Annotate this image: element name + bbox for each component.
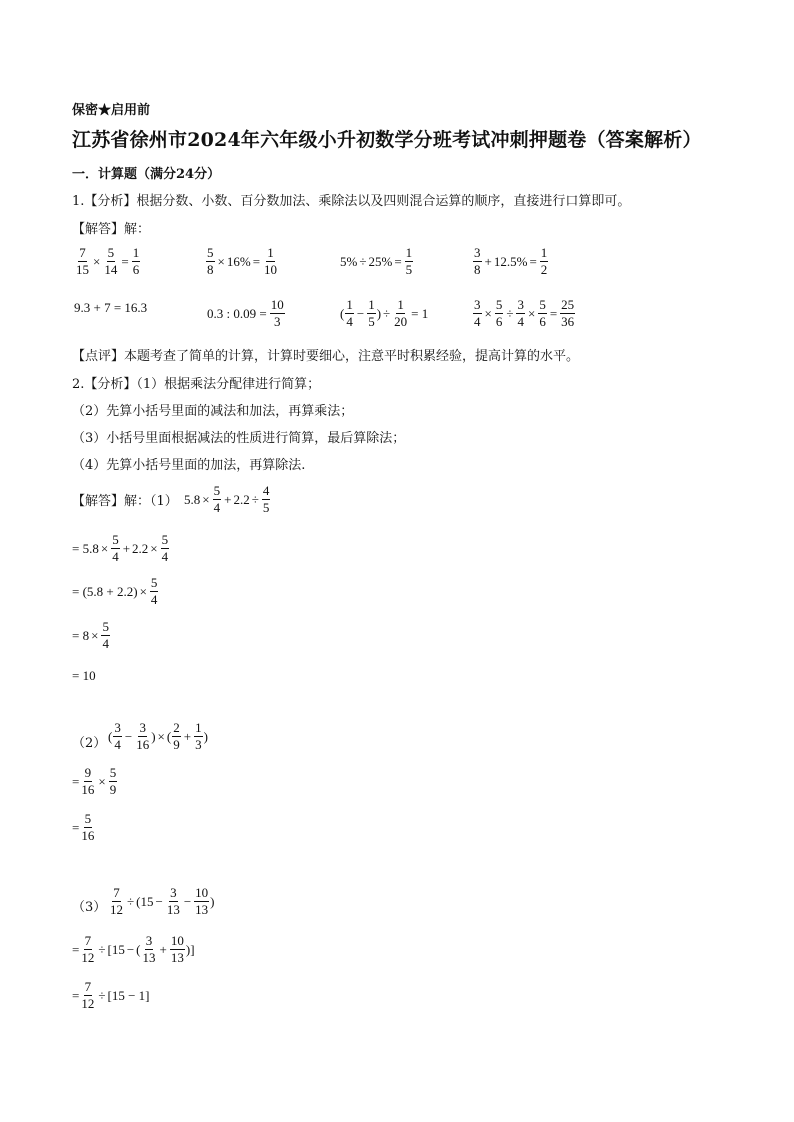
- part3-step1: = $\frac{7}{12}$ ÷ [ 15 − ( $\frac{3}{13}$ + $\frac{10}{13}$ ) ]: [72, 933, 195, 965]
- part2-label: （2）: [72, 736, 107, 751]
- part3-label: （3）: [72, 900, 107, 915]
- q1-comment: 【点评】本题考查了简单的计算，计算时要细心，注意平时积累经验，提高计算的水平。: [72, 349, 580, 364]
- equation-6: 0.3 : 0.09 = $\frac{10}{3}$: [207, 297, 284, 329]
- q2-analysis-line3: （3）小括号里面根据减法的性质进行简算，最后算除法；: [72, 431, 406, 446]
- part1-step1: = 5.8 × $\frac{5}{4}$ + 2.2 × $\frac{5}{4}$: [72, 532, 169, 564]
- equation-2: $\frac{5}{8}$ × 16% = $\frac{1}{10}$: [207, 245, 278, 277]
- part1-expression: 5.8 × $\frac{5}{4}$ + 2.2 ÷ $\frac{4}{5}$: [184, 483, 270, 515]
- part1-result: = 10: [72, 668, 96, 683]
- equation-7: ( $\frac{1}{4}$ − $\frac{1}{5}$ ) ÷ $\frac{1}{20}$ = 1: [340, 297, 429, 329]
- confidential-label: 保密★启用前: [72, 103, 151, 118]
- q2-analysis-line4: （4）先算小括号里面的加法，再算除法.: [72, 458, 306, 473]
- part3-expression: $\frac{7}{12}$ ÷ ( 15 − $\frac{3}{13}$ − $\frac{10}{13}$ ): [110, 885, 215, 917]
- part2-result: = $\frac{5}{16}$: [72, 811, 95, 843]
- q1-analysis: 1.【分析】根据分数、小数、百分数加法、乘除法以及四则混合运算的顺序，直接进行口算即可。: [72, 194, 631, 209]
- q2-analysis: 2.【分析】（1）根据乘法分配律进行简算；: [72, 377, 321, 392]
- q2-analysis-line2: （2）先算小括号里面的减法和加法，再算乘法；: [72, 404, 354, 419]
- equation-3: 5% ÷ 25% = $\frac{1}{5}$: [340, 245, 413, 277]
- part2-expression: ( $\frac{3}{4}$ − $\frac{3}{16}$ ) × ( $\frac{2}{9}$ + $\frac{1}{3}$ ): [108, 720, 208, 752]
- page-title: 江苏省徐州市2024年六年级小升初数学分班考试冲刺押题卷（答案解析）: [72, 129, 702, 151]
- q1-answer-label: 【解答】解：: [72, 222, 151, 237]
- section-heading: 一．计算题（满分24分）: [72, 167, 221, 182]
- part2-step1: = $\frac{9}{16}$ × $\frac{5}{9}$: [72, 765, 117, 797]
- part3-step2: = $\frac{7}{12}$ ÷ [15 − 1]: [72, 979, 150, 1011]
- equation-4: $\frac{3}{8}$ + 12.5% = $\frac{1}{2}$: [474, 245, 548, 277]
- part1-step2: = (5.8 + 2.2) × $\frac{5}{4}$: [72, 575, 158, 607]
- part1-step3: = 8 × $\frac{5}{4}$: [72, 619, 109, 651]
- equation-5: 9.3 + 7 = 16.3: [74, 300, 148, 315]
- q2-answer-label: 【解答】解：（1）: [72, 494, 178, 509]
- equation-8: $\frac{3}{4}$ × $\frac{5}{6}$ ÷ $\frac{3}{4}$ × $\frac{5}{6}$ = $\frac{25}{36}$: [474, 297, 575, 329]
- equation-1: $\frac{7}{15}$ × $\frac{5}{14}$ = $\frac{1}{6}$: [76, 245, 140, 277]
